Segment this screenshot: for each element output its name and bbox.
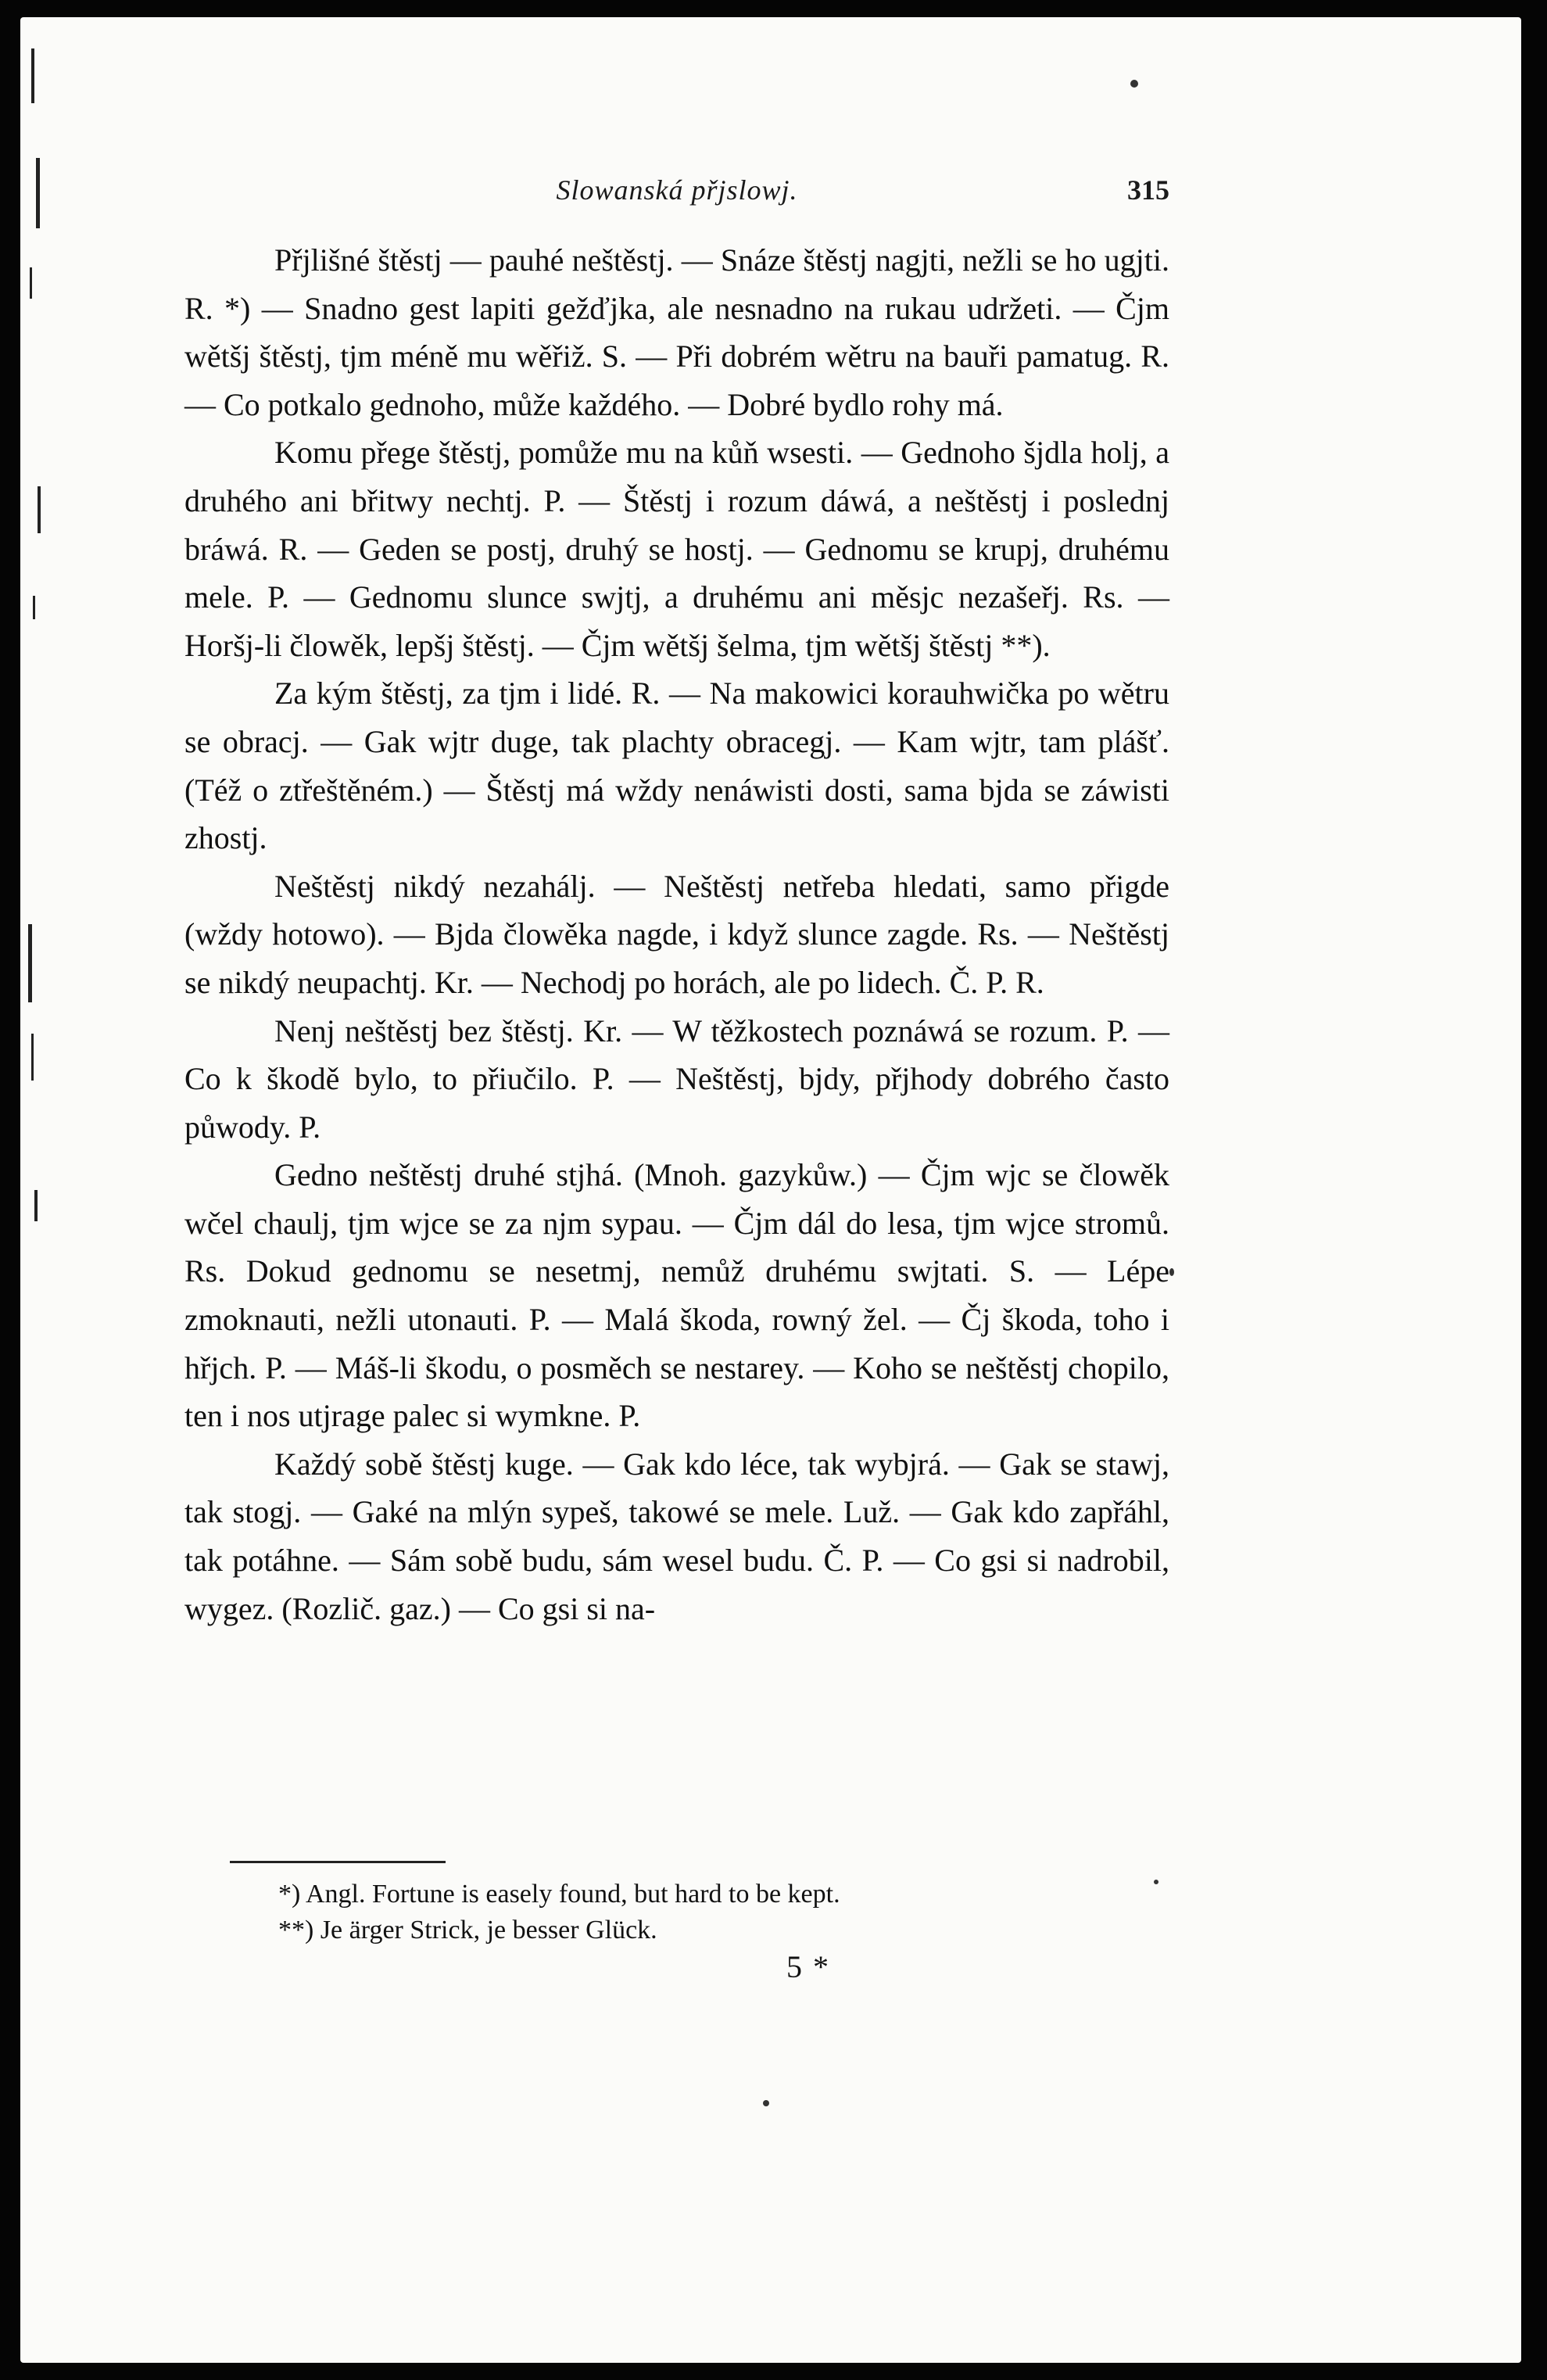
- paragraph: Přjlišné štěstj — pauhé neštěstj. — Snáze štěstj nagjti, nežli se ho ugjti. R. *) — Snadno gest lapiti gežďjka, ale nesnadno na rukau udržeti. — Čjm wětšj štěstj, tjm méně mu wěřiž. S. — Při dobrém wětru na bauři pamatug. R. — Co potkalo gednoho, může každého. — Dobré bydlo rohy má.: [184, 242, 1169, 422]
- paragraph: Nenj neštěstj bez štěstj. Kr. — W těžkostech poznáwá se rozum. P. — Co k škodě bylo, to přiučilo. P. — Neštěstj, bjdy, přjhody dobrého často půwody. P.: [184, 1013, 1169, 1145]
- book-page: [20, 17, 1521, 2363]
- paragraph: Za kým štěstj, za tjm i lidé. R. — Na makowici korauhwička po wětru se obracj. — Gak wjtr duge, tak plachty obracegj. — Kam wjtr, tam plášť. (Též o ztřeštěném.) — Štěstj má wždy nenáwisti dosti, sama bjda se záwisti zhostj.: [184, 676, 1169, 856]
- footnote-divider: [230, 1861, 446, 1863]
- paragraph: Komu přege štěstj, pomůže mu na kůň wsesti. — Gednoho šjdla holj, a druhého ani břitwy nechtj. P. — Štěstj i rozum dáwá, a neštěstj i poslednj bráwá. R. — Geden se postj, druhý se hostj. — Gednomu se krupj, druhému mele. P. — Gednomu slunce swjtj, a druhému ani měsjc nezašeřj. Rs. — Horšj-li člowěk, lepšj štěstj. — Čjm wětšj šelma, tjm wětšj štěstj **).: [184, 435, 1169, 663]
- page-number: 315: [1127, 174, 1169, 206]
- scan-speck: [763, 2100, 769, 2106]
- footnote: *) Angl. Fortune is easely found, but hard to be kept.: [278, 1880, 840, 1909]
- main-text: [184, 236, 1169, 1633]
- footnote: **) Je ärger Strick, je besser Glück.: [278, 1916, 657, 1945]
- paragraph: Neštěstj nikdý nezahálj. — Neštěstj netřeba hledati, samo přigde (wždy hotowo). — Bjda člowěka nagde, i když slunce zagde. Rs. — Neštěstj se nikdý neupachtj. Kr. — Nechodj po horách, ale po lidech. Č. P. R.: [184, 868, 1169, 1000]
- page-header: [184, 174, 1169, 220]
- paragraph: Gedno neštěstj druhé stjhá. (Mnoh. gazykůw.) — Čjm wjc se člowěk wčel chaulj, tjm wjce se za njm sypau. — Čjm dál do lesa, tjm wjce stromů. Rs. Dokud gednomu se nesetmj, nemůž druhému swjtati. S. — Lépe zmoknauti, nežli utonauti. P. — Malá škoda, rowný žel. — Čj škoda, toho i hřjch. P. — Máš-li škodu, o posměch se nestarey. — Koho se neštěstj chopilo, ten i nos utjrage palec si wymkne. P.: [184, 1157, 1169, 1434]
- printer-signature-mark: 5 *: [786, 1949, 830, 1984]
- scan-speck: [1169, 1268, 1174, 1276]
- running-title: Slowanská přjslowj.: [556, 174, 798, 206]
- footnotes: [278, 1876, 1169, 1948]
- paragraph: Každý sobě štěstj kuge. — Gak kdo léce, tak wybjrá. — Gak se stawj, tak stogj. — Gaké na mlýn sypeš, takowé se mele. Luž. — Gak kdo zapřáhl, tak potáhne. — Sám sobě budu, sám wesel budu. Č. P. — Co gsi si nadrobil, wygez. (Rozlič. gaz.) — Co gsi si na-: [184, 1446, 1169, 1626]
- scan-speck: [1130, 80, 1138, 88]
- gutter-scan-artifacts: [20, 17, 91, 2363]
